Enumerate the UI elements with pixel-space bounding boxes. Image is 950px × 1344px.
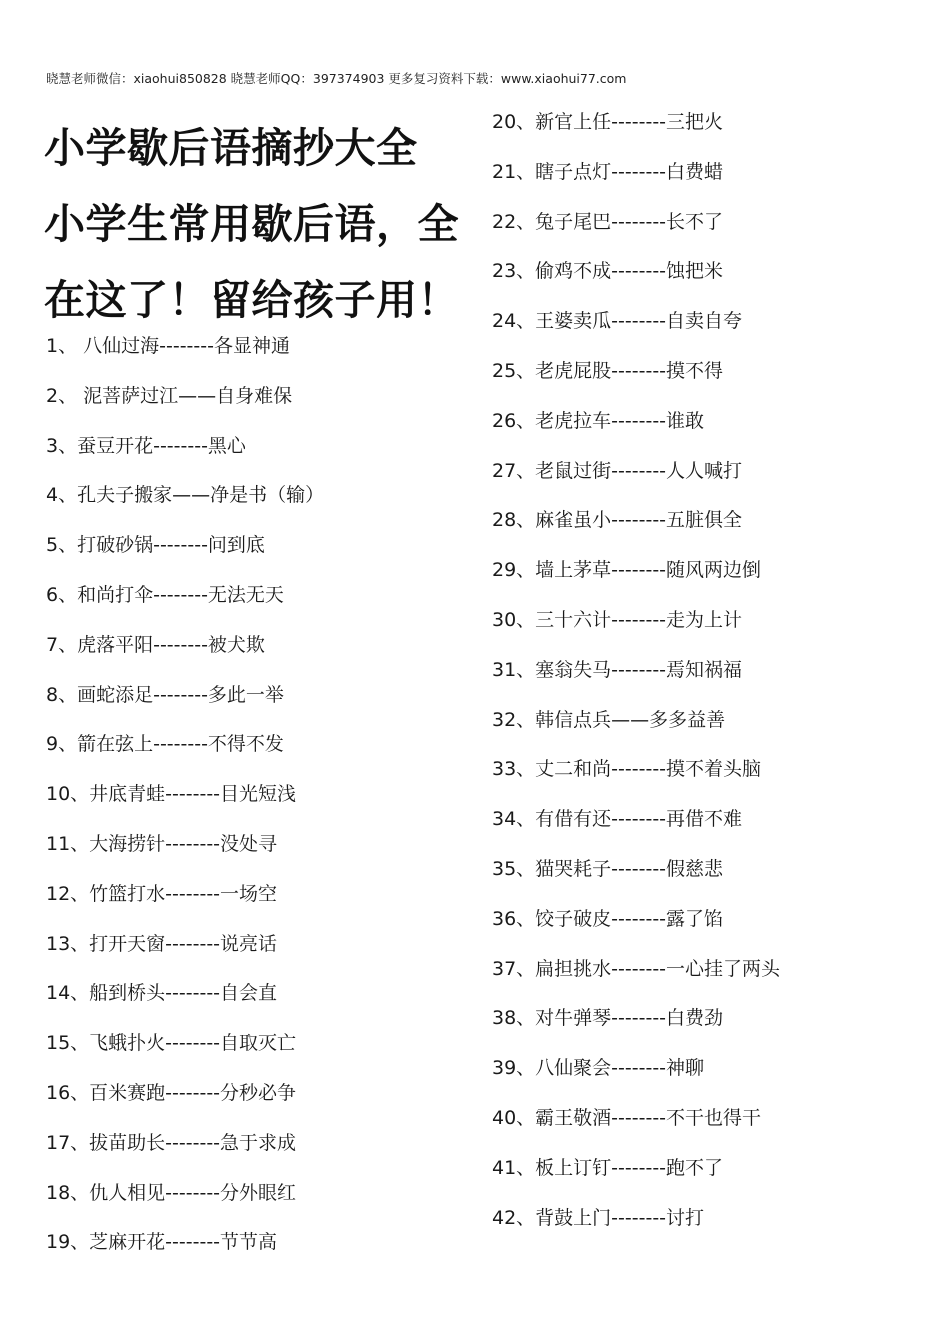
list-item: 17、拔苗助长--------急于求成	[46, 1131, 297, 1154]
list-item: 18、仇人相见--------分外眼红	[46, 1181, 297, 1204]
list-item: 26、老虎拉车--------谁敢	[492, 409, 705, 432]
list-item: 19、芝麻开花--------节节高	[46, 1231, 278, 1254]
title-line: 小学歇后语摘抄大全	[44, 124, 418, 172]
list-item: 38、对牛弹琴--------白费劲	[492, 1007, 724, 1030]
list-item: 4、孔夫子搬家——净是书（输）	[46, 484, 325, 507]
list-item: 13、打开天窗--------说亮话	[46, 932, 278, 955]
list-item: 39、八仙聚会--------神聊	[492, 1057, 705, 1080]
list-item: 41、板上订钉--------跑不了	[492, 1156, 724, 1179]
list-item: 3、蚕豆开花--------黑心	[46, 434, 246, 457]
list-item: 34、有借有还--------再借不难	[492, 808, 743, 831]
title-line: 小学生常用歇后语，全	[44, 200, 459, 248]
list-item: 2、 泥菩萨过江——自身难保	[46, 384, 293, 407]
list-item: 14、船到桥头--------自会直	[46, 982, 278, 1005]
list-item: 24、王婆卖瓜--------自卖自夸	[492, 310, 743, 333]
list-item: 9、箭在弦上--------不得不发	[46, 733, 284, 756]
list-item: 7、虎落平阳--------被犬欺	[46, 633, 265, 656]
list-item: 1、 八仙过海--------各显神通	[46, 335, 290, 357]
list-item: 27、老鼠过街--------人人喊打	[492, 459, 743, 482]
list-item: 29、墙上茅草--------随风两边倒	[492, 559, 762, 582]
list-item: 22、兔子尾巴--------长不了	[492, 210, 724, 233]
list-item: 16、百米赛跑--------分秒必争	[46, 1081, 297, 1104]
list-item: 15、飞蛾扑火--------自取灭亡	[46, 1032, 297, 1055]
list-item: 21、瞎子点灯--------白费蜡	[492, 160, 724, 183]
header-contact-note: 晓慧老师微信：xiaohui850828 晓慧老师QQ：397374903 更多复习资料下载：www.xiaohui77.com	[46, 71, 627, 86]
list-item: 35、猫哭耗子--------假慈悲	[492, 857, 724, 880]
list-item: 23、偷鸡不成--------蚀把米	[492, 260, 724, 283]
list-item: 8、画蛇添足--------多此一举	[46, 683, 284, 706]
proverb-list-left	[46, 322, 466, 1268]
list-item: 42、背鼓上门--------讨打	[492, 1206, 705, 1229]
list-item: 32、韩信点兵——多多益善	[492, 708, 726, 731]
list-item: 28、麻雀虽小--------五脏俱全	[492, 509, 743, 532]
list-item: 40、霸王敬酒--------不干也得干	[492, 1106, 762, 1129]
page-title	[44, 110, 474, 338]
title-line: 在这了！留给孩子用！	[44, 276, 459, 324]
list-item: 5、打破砂锅--------问到底	[46, 534, 265, 557]
list-item: 10、井底青蛙--------目光短浅	[46, 783, 297, 806]
list-item: 6、和尚打伞--------无法无天	[46, 583, 284, 606]
proverb-list-right	[492, 98, 912, 1243]
list-item: 33、丈二和尚--------摸不着头脑	[492, 758, 762, 781]
list-item: 30、三十六计--------走为上计	[492, 608, 743, 631]
list-item: 36、饺子破皮--------露了馅	[492, 907, 724, 930]
list-item: 12、竹篮打水--------一场空	[46, 882, 278, 905]
list-item: 37、扁担挑水--------一心挂了两头	[492, 957, 781, 980]
list-item: 11、大海捞针--------没处寻	[46, 832, 278, 855]
list-item: 20、新官上任--------三把火	[492, 111, 724, 133]
list-item: 31、塞翁失马--------焉知祸福	[492, 658, 743, 681]
list-item: 25、老虎屁股--------摸不得	[492, 359, 724, 382]
